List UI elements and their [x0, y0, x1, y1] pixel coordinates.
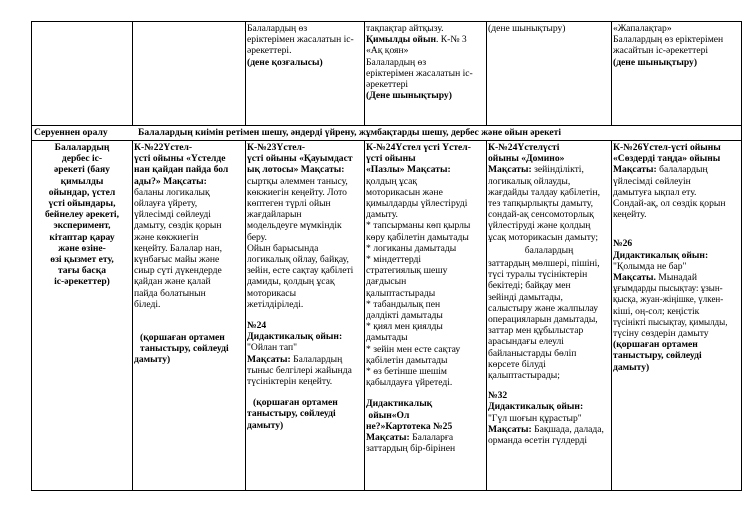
col4-body-line: қалыптастырады [366, 287, 436, 299]
col3-goal-line: түсініктерін кеңейту. [247, 376, 333, 388]
top-col6-line: Балалардың өз еріктерімен [613, 34, 724, 46]
col2-title-line: нан қайдан пайда бол [134, 164, 229, 176]
top-col4-game-ref: . К-№ 3 [435, 34, 467, 46]
col-border-4b [486, 140, 487, 490]
walk-row-label: Серуеннен оралу [34, 127, 108, 138]
col5-body-line: көрсете білуді [488, 358, 546, 370]
col6-body-line: үйлесімді сөйлеуін [613, 175, 691, 187]
top-col4-cell [366, 23, 485, 101]
col2-body-line: күнбағыс майы және [134, 254, 220, 266]
col6-body-line: дамытуға ықпал ету. [613, 186, 697, 198]
col3-body-line: моторикасы [247, 287, 297, 299]
col4-body-line: қимылдарды үйлестіруді [366, 198, 468, 210]
main-row-label: Балалардың дербес іс- әрекеті (баяу қимылды ойындар, үстел үсті ойындары, бейнелеу әрекеті, эксперимент, кітаптар қарау және өзіне- өзі қызмет ету, тағы басқа іс-әрекеттер) [44, 142, 119, 288]
col4-body-line: стратегиялық шешу [366, 265, 448, 277]
col4-body-line: дағдысын [366, 276, 407, 288]
col5-goal2-label: Мақсаты: [488, 423, 532, 435]
col3-body-line: көкжиегін кеңейту. Лото [247, 186, 347, 198]
main-col3-cell [247, 142, 363, 431]
col-border-6 [741, 21, 742, 491]
col6-body-line: балалардың [656, 164, 708, 176]
col5-body-line: ұсақ моторикасын дамыту; [488, 231, 599, 243]
col5-body-line: сондай-ақ сенсомоторлық [488, 209, 594, 221]
top-col4-line1: тақпақтар айтқызу. [366, 23, 444, 34]
col5-goal2-line: орманда өсетін гүлдерді [488, 435, 588, 447]
top-col4-game-label: Қимылды ойын [366, 34, 436, 46]
col6-game-label: Дидактикалық ойын: [613, 249, 709, 261]
col4-body-line: дамыту. [366, 209, 398, 221]
col6-goal2-label: Мақсаты. [613, 272, 656, 284]
col4-body-line: * табандылық пен [366, 298, 441, 310]
col2-body-line: кеңейту. Балалар нан, [134, 242, 223, 254]
col6-goal2-line: ұғымдарды пысықтау: ұзын- [613, 283, 723, 294]
col2-body-line: қайдан және қалай [134, 276, 211, 288]
col5-body-line: логикалық ойлауды, [488, 175, 571, 187]
top-col5-cell [488, 23, 610, 34]
top-col3-tag: (дене қозғалысы) [247, 56, 323, 68]
table-bottom-border [31, 490, 742, 491]
col4-game-label-line: Дидактикалық [366, 398, 433, 410]
top-col4-line: еріктерімен жасалатын іс- [366, 67, 473, 79]
col5-body-line: заттар мен құбылыстар [488, 325, 584, 337]
col2-body-line: баланы логикалық [134, 186, 210, 198]
col-border-2 [245, 21, 246, 125]
col5-body-line: қалыптастырады; [488, 370, 560, 382]
top-col6-line: «Жапалақтар» [613, 23, 672, 34]
col4-body-line: қабылдауға үйретеді. [366, 377, 453, 389]
col4-body-line: көру қабілетін дамытады [366, 231, 469, 243]
top-col6-cell [613, 23, 740, 68]
col4-body-line: моторикасын және [366, 186, 443, 198]
col6-goal2-line: кіші, оң-сол; кеңістік [613, 305, 700, 317]
col2-body-line: дамыту, сөздік қорын [134, 220, 222, 232]
col3-goal-line: тыныс белгілері жайында [247, 364, 352, 376]
col2-body-line: және көкжиегін [134, 231, 199, 243]
col2-tag-line: (қоршаған ортамен [140, 332, 225, 344]
col6-title-line: «Сөздерді таңда» ойыны [613, 153, 721, 165]
col4-body-line: қолдың ұсақ [366, 175, 418, 187]
col6-goal2-line: түсіну сөздерін дамыту [613, 328, 709, 340]
col5-game-num: №32 [488, 390, 508, 402]
col4-title-line: К-№24Үстел үсті Үстел- [366, 142, 471, 153]
col6-body-line: кеңейту. [613, 209, 647, 221]
col4-game-label-line: ойын«Ол [366, 409, 410, 421]
col5-game-name: "Гүл шоғын құрастыр" [488, 412, 582, 424]
top-col6-line: жасайтын іс-әрекеттері [613, 45, 709, 57]
col2-body-line: сиыр сүті дүкендерде [134, 265, 222, 277]
col3-tag-line: (қоршаған ортамен [253, 397, 338, 409]
col4-title-line: «Пазлы» Мақсаты: [366, 164, 451, 176]
col4-title-line: үсті ойыны [366, 153, 416, 165]
col3-title-line: үсті ойыны «Қауымдаст [247, 153, 353, 165]
row-border-2 [31, 140, 742, 141]
col3-body-line: көптеген түрлі ойын [247, 198, 331, 210]
col6-game-num: №26 [613, 238, 633, 250]
col3-game-name: "Ойлан тап" [247, 342, 298, 354]
col6-goal2-line: түсінікті пысықтау, қимылды, [613, 316, 728, 327]
col5-body-line: бекітеді; байқау мен [488, 280, 571, 292]
col4-body-line: * міндеттерді [366, 254, 422, 266]
top-col4-line: Балалардың өз [366, 56, 427, 68]
col4-body-line: * өз бетінше шешім [366, 366, 447, 378]
table-top-border [31, 21, 742, 22]
col-border-1b [132, 140, 133, 490]
col-border-1 [132, 21, 133, 125]
main-col6-cell [613, 142, 740, 373]
col3-tag-line: таныстыру, сөйлеуді [247, 408, 336, 420]
col2-body-line: пайда болатынын [134, 287, 206, 299]
col5-game-label: Дидактикалық ойын: [488, 401, 584, 413]
col-border-2b [245, 140, 246, 490]
col3-body-line: жетілдіріледі. [247, 298, 304, 310]
col4-game-label-line: не?»Картотека №25 [366, 420, 453, 432]
col4-goal-line: заттардың бір-бірінен [366, 443, 456, 455]
col4-body-line: дәлдікті дамытады [366, 310, 443, 322]
col6-body-line: Сондай-ақ, ол сөздік қорын [613, 198, 726, 210]
col5-body-line: операцияларын дамытады, [488, 314, 598, 326]
col-border-4 [486, 21, 487, 125]
col4-body-line: * тапсырманы көп қырлы [366, 220, 471, 232]
col5-body-line: байланыстарды бөліп [488, 347, 577, 359]
col6-goal2-line: қысқа, жуан-жіңішке, үлкен- [613, 294, 724, 305]
col2-body-line: үйлесімді сөйлеуді [134, 209, 211, 221]
col5-goal-label: Мақсаты: [488, 164, 532, 176]
col3-body-line: зейін, есте сақтау қабілеті [247, 265, 354, 277]
col3-title-line: ық лотосы» Мақсаты: [247, 164, 345, 176]
top-col3-line: әрекеттері. [247, 45, 292, 57]
col2-title-line: үсті ойыны «Үстелде [134, 153, 226, 165]
col3-body-line: логикалық ойлау, байқау, [247, 254, 349, 266]
col-border-3b [364, 140, 365, 490]
col2-body-line: біледі. [134, 298, 161, 310]
col4-body-line: дамытады [366, 332, 408, 344]
col5-body-line: зейінділікті, [531, 164, 584, 176]
col3-body-line: Ойын барысында [247, 242, 319, 254]
col5-title-line: ойыны «Домино» [488, 153, 565, 165]
col3-body-line: модельдеуге мүмкіндік [247, 220, 342, 232]
col5-body-line: зейінді дамытады, [488, 291, 563, 303]
col3-game-label: Дидактикалық ойын: [247, 331, 343, 343]
col3-goal-line: Балалардың [290, 353, 343, 365]
col5-body-line: түсі туралы түсініктерін [488, 269, 588, 281]
col5-body-line: арасындағы елеулі [488, 336, 564, 348]
col5-body-line: балалардың [524, 244, 574, 256]
col2-title-line: ады?» Мақсаты: [134, 175, 207, 187]
col3-body-line: дамиды, қолдың ұсақ [247, 276, 335, 288]
col4-goal-line: Балаларға [409, 432, 454, 444]
col2-tag-line: таныстыру, сөйлеуді [140, 343, 229, 355]
col6-title-line: К-№26Үстел-үсті ойыны [613, 142, 721, 153]
col6-tag-line: таныстыру, сөйлеуді [613, 350, 702, 362]
top-col4-game-name: «Ақ қоян» [366, 45, 409, 57]
top-col4-tag: (Дене шынықтыру) [366, 90, 452, 102]
col-border-3 [364, 21, 365, 125]
col3-body-line: жағдайларын [247, 209, 302, 221]
top-col6-tag: (дене шынықтыру) [613, 56, 698, 68]
col5-body-line: салыстыру және жалпылау [488, 302, 599, 314]
main-col2-cell [134, 142, 244, 366]
col5-goal2-line: Бақшада, далада, [531, 423, 604, 435]
col6-tag-line: (қоршаған ортамен [613, 339, 698, 351]
main-col5-cell [488, 142, 610, 488]
col3-title-line: К-№23Үстел- [247, 142, 306, 153]
col5-body-line: тез тапқырлықты дамыту, [488, 198, 593, 210]
col3-body-line: беру. [247, 231, 267, 243]
col5-title-line: К-№24Үстелүсті [488, 142, 560, 153]
col5-body-line: заттардың мөлшері, пішіні, [488, 258, 600, 270]
col-border-5b [611, 140, 612, 490]
col2-body-line: ойлауға үйрету, [134, 198, 198, 210]
col3-goal-label: Мақсаты: [247, 353, 291, 365]
col6-game-name: "Қолымда не бар" [613, 260, 687, 272]
main-col4-cell [366, 142, 485, 488]
top-col4-line: әрекеттері [366, 79, 409, 91]
top-col3-cell [247, 23, 363, 68]
col3-tag-line: дамыту) [247, 419, 284, 431]
col3-game-num: №24 [247, 320, 267, 332]
top-col3-line: Балалардың өз [247, 23, 308, 34]
col4-body-line: * логиканы дамытады [366, 242, 457, 254]
col4-body-line: * зейін мен есте сақтау [366, 343, 461, 355]
top-col5-text: (дене шынықтыру) [488, 23, 566, 34]
walk-row-text: Балалардың киімін ретімен шешу, әндерді үйрену, жұмбақтарды шешу, дербес және ойын әрекеті [138, 127, 562, 138]
col6-tag-line: дамыту) [613, 361, 650, 373]
col-border-5 [611, 21, 612, 125]
col2-title-line: К-№22Үстел- [134, 142, 193, 153]
col5-body-line: жағдайды талдау қабілетін, [488, 186, 601, 198]
col3-body-line: сыртқы әлеммен танысу, [247, 175, 348, 187]
col6-goal-label: Мақсаты: [613, 164, 657, 176]
col4-body-line: қабілетін дамытады [366, 354, 448, 366]
col6-goal2-line: Мынадай [655, 272, 697, 284]
col4-goal-label: Мақсаты: [366, 432, 410, 444]
col4-body-line: * қиял мен қиялды [366, 321, 443, 333]
top-col3-line: еріктерімен жасалатын іс- [247, 34, 354, 46]
row-border-1 [31, 125, 742, 126]
col2-tag-line: дамыту) [134, 354, 171, 366]
col5-body-line: үйлестіруді және қолдың [488, 220, 591, 232]
